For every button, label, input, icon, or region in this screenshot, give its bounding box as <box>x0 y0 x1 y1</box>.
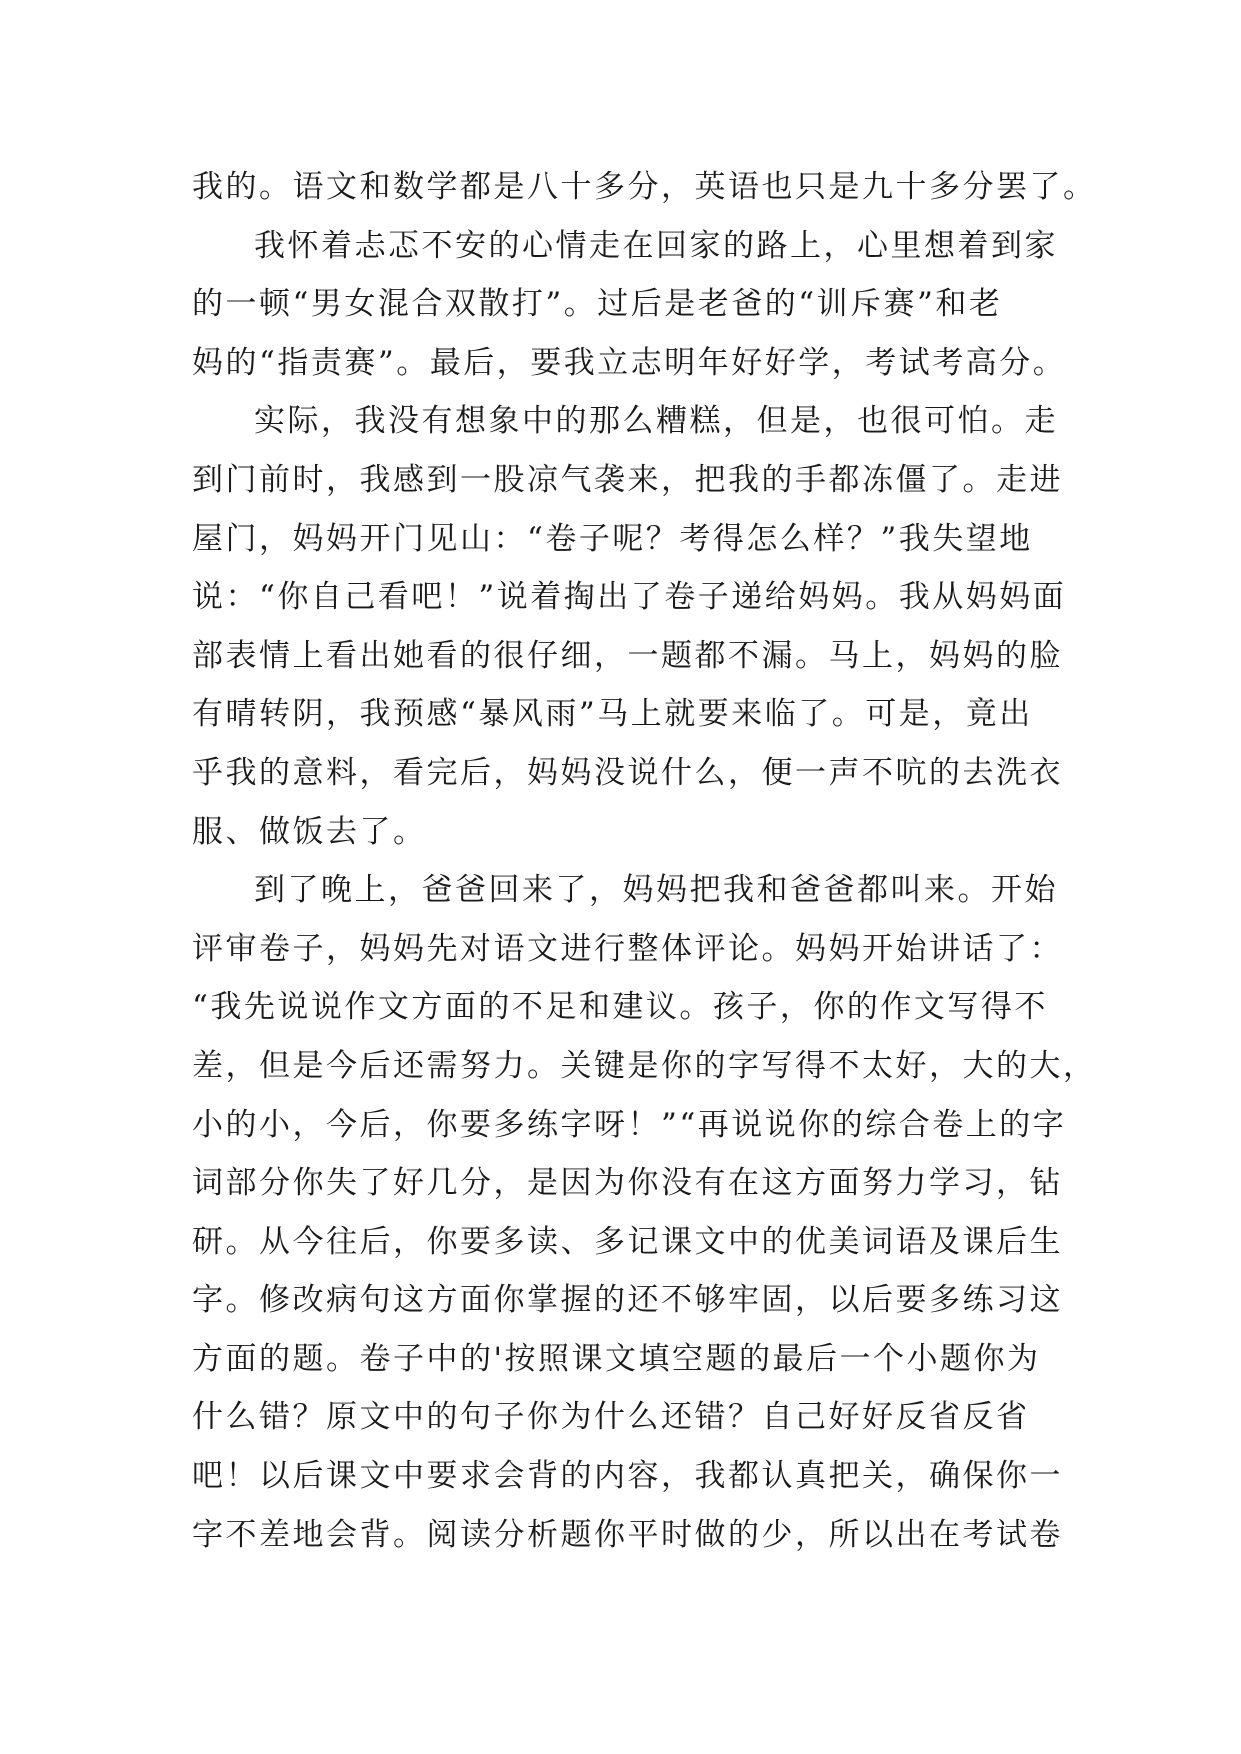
text-line: “我先说说作文方面的不足和建议。孩子，你的作文写得不 <box>192 989 1048 1026</box>
text-line: 评审卷子，妈妈先对语文进行整体评论。妈妈开始讲话了： <box>192 930 1063 967</box>
text-line: 什么错？原文中的句子你为什么还错？自己好好反省反省 <box>192 1399 1030 1436</box>
paragraph-start-line: 我怀着忐忑不安的心情走在回家的路上，心里想着到家 <box>254 227 1058 264</box>
text-line: 吧！以后课文中要求会背的内容，我都认真把关，确保你一 <box>192 1458 1063 1495</box>
paragraph-start-line: 实际，我没有想象中的那么糟糕，但是，也很可怕。走 <box>254 403 1058 440</box>
text-line: 说：“你自己看吧！”说着掏出了卷子递给妈妈。我从妈妈面 <box>192 579 1067 616</box>
text-line: 有晴转阴，我预感“暴风雨”马上就要来临了。可是，竟出 <box>192 696 1033 733</box>
text-line: 研。从今往后，你要多读、多记课文中的优美词语及课后生 <box>192 1223 1063 1260</box>
body-text <box>192 158 1097 1564</box>
text-line: 方面的题。卷子中的'按照课文填空题的最后一个小题你为 <box>192 1340 1041 1377</box>
text-line: 妈的“指责赛”。最后，要我立志明年好好学，考试考高分。 <box>192 344 1067 381</box>
text-line: 的一顿“男女混合双散打”。过后是老爸的“训斥赛”和老 <box>192 286 1003 323</box>
paragraph-start-line: 到了晚上，爸爸回来了，妈妈把我和爸爸都叫来。开始 <box>254 872 1058 909</box>
text-line: 小的小，今后，你要多练字呀！”“再说说你的综合卷上的字 <box>192 1106 1067 1143</box>
text-line: 字不差地会背。阅读分析题你平时做的少，所以出在考试卷 <box>192 1516 1063 1553</box>
text-line: 词部分你失了好几分，是因为你没有在这方面努力学习，钻 <box>192 1165 1063 1202</box>
text-line: 到门前时，我感到一股凉气袭来，把我的手都冻僵了。走进 <box>192 461 1063 498</box>
text-line: 字。修改病句这方面你掌握的还不够牢固，以后要多练习这 <box>192 1282 1063 1319</box>
text-line: 屋门，妈妈开门见山：“卷子呢？考得怎么样？”我失望地 <box>192 520 1033 557</box>
text-line: 部表情上看出她看的很仔细，一题都不漏。马上，妈妈的脸 <box>192 637 1063 674</box>
text-line: 差，但是今后还需努力。关键是你的字写得不太好，大的大， <box>192 1047 1097 1084</box>
text-line: 我的。语文和数学都是八十多分，英语也只是九十多分罢了。 <box>192 169 1097 205</box>
text-line: 乎我的意料，看完后，妈妈没说什么，便一声不吭的去洗衣 <box>192 754 1063 791</box>
text-line: 服、做饭去了。 <box>192 813 427 850</box>
